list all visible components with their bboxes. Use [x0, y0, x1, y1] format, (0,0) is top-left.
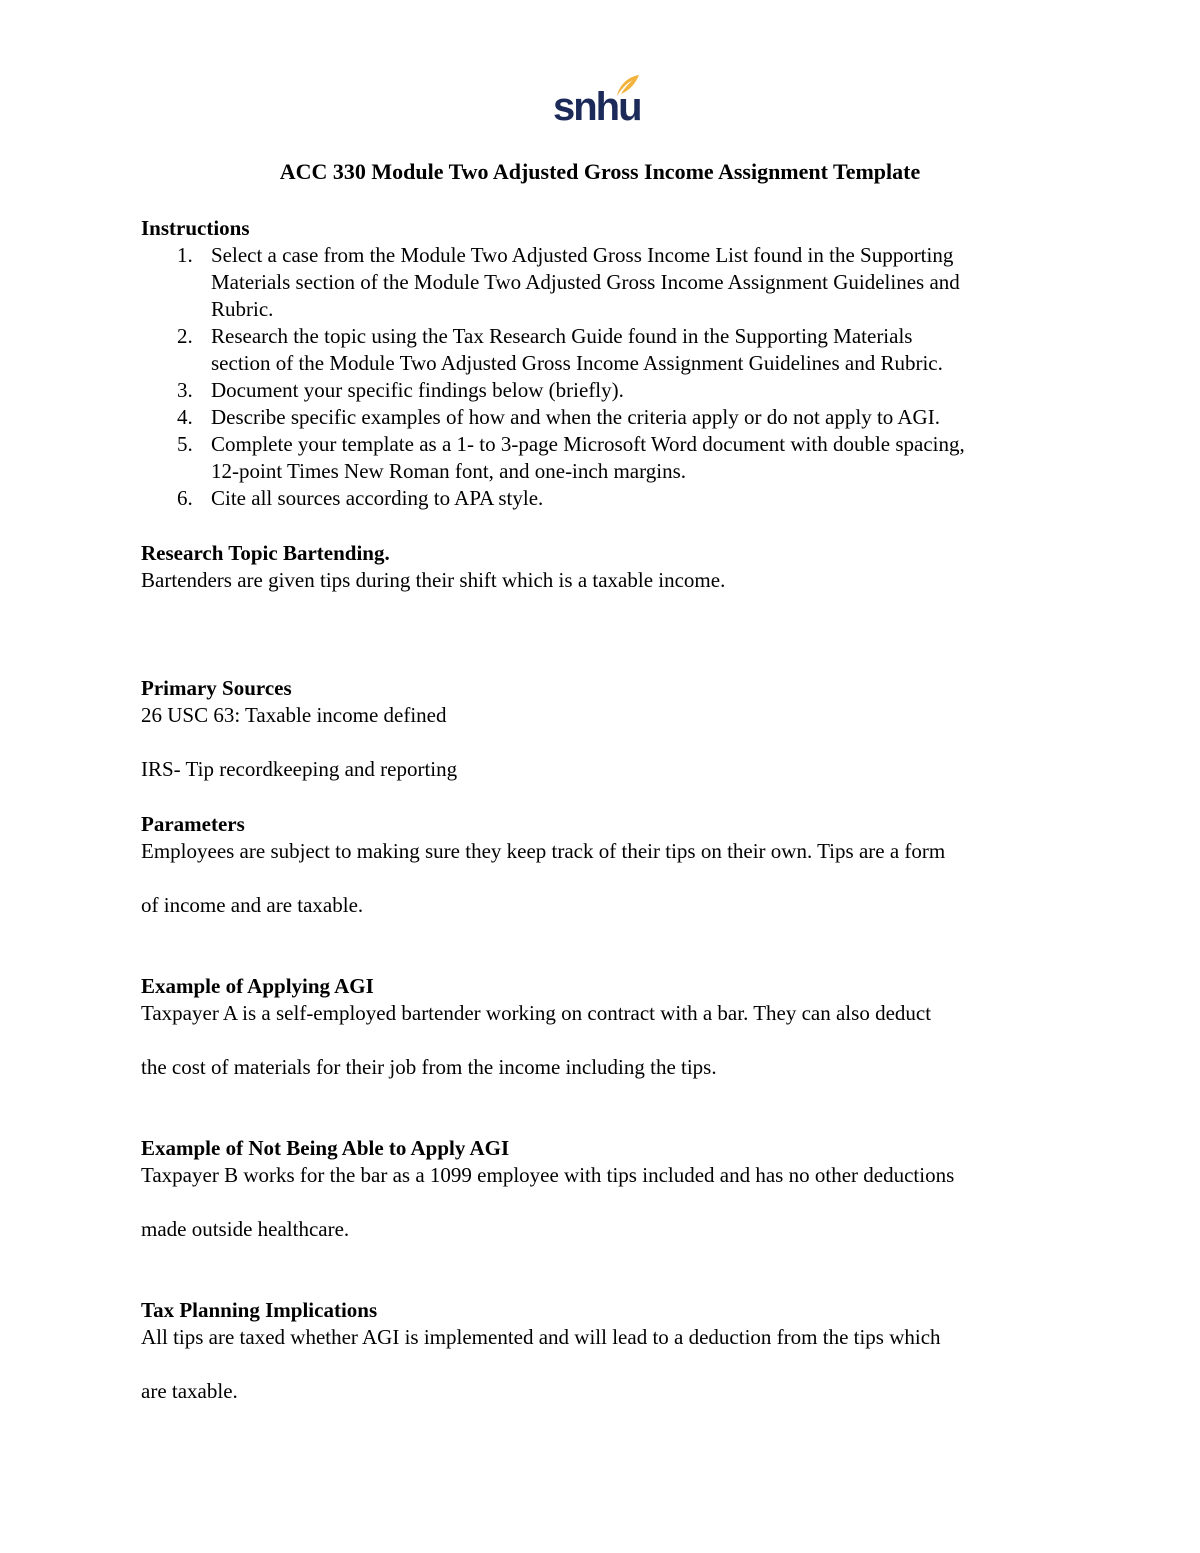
example-not-applying-line-1: Taxpayer B works for the bar as a 1099 employee with tips included and has no other deductions — [141, 1163, 955, 1187]
instruction-item — [141, 431, 965, 485]
tax-planning-line-1: All tips are taxed whether AGI is implemented and will lead to a deduction from the tips which — [141, 1325, 941, 1349]
instruction-line: Select a case from the Module Two Adjusted Gross Income List found in the Supporting — [211, 243, 954, 267]
example-not-applying-line-2: made outside healthcare. — [141, 1217, 350, 1241]
instruction-line: Cite all sources according to APA style. — [211, 486, 544, 510]
instruction-number: 4. — [177, 405, 193, 429]
instruction-line: Describe specific examples of how and when the criteria apply or do not apply to AGI. — [211, 405, 940, 429]
instruction-number: 6. — [177, 486, 193, 510]
instructions-heading: Instructions — [141, 216, 250, 240]
instruction-item — [141, 485, 965, 512]
instruction-line: 12-point Times New Roman font, and one-inch margins. — [211, 459, 686, 483]
tax-planning-line-2: are taxable. — [141, 1379, 238, 1403]
research-topic-heading: Research Topic Bartending. — [141, 541, 390, 565]
instruction-line: Rubric. — [211, 297, 274, 321]
example-applying-heading: Example of Applying AGI — [141, 974, 374, 998]
instruction-line: Complete your template as a 1- to 3-page Microsoft Word document with double spacing, — [211, 432, 965, 456]
primary-sources-heading: Primary Sources — [141, 676, 292, 700]
page-title: ACC 330 Module Two Adjusted Gross Income Assignment Template — [279, 159, 921, 184]
instruction-line: section of the Module Two Adjusted Gross Income Assignment Guidelines and Rubric. — [211, 351, 943, 375]
instruction-line: Research the topic using the Tax Research Guide found in the Supporting Materials — [211, 324, 913, 348]
instruction-number: 3. — [177, 378, 193, 402]
instruction-line: Document your specific findings below (briefly). — [211, 378, 624, 402]
logo-text: snhu — [553, 85, 641, 129]
tax-planning-heading: Tax Planning Implications — [141, 1298, 378, 1322]
example-not-applying-heading: Example of Not Being Able to Apply AGI — [141, 1136, 510, 1160]
primary-source-1: 26 USC 63: Taxable income defined — [141, 703, 447, 727]
parameters-heading: Parameters — [141, 812, 245, 836]
example-applying-line-2: the cost of materials for their job from the income including the tips. — [141, 1055, 717, 1079]
instruction-number: 5. — [177, 432, 193, 456]
primary-source-2: IRS- Tip recordkeeping and reporting — [141, 757, 458, 781]
instruction-number: 2. — [177, 324, 193, 348]
parameters-line-1: Employees are subject to making sure they keep track of their tips on their own. Tips are a form — [141, 839, 946, 863]
instruction-item — [141, 377, 965, 404]
instruction-item — [141, 404, 965, 431]
instruction-line: Materials section of the Module Two Adjusted Gross Income Assignment Guidelines and — [211, 270, 960, 294]
snhu-logo — [553, 74, 643, 134]
research-topic-body: Bartenders are given tips during their shift which is a taxable income. — [141, 568, 726, 592]
example-applying-line-1: Taxpayer A is a self-employed bartender working on contract with a bar. They can also deduct — [141, 1001, 932, 1025]
instruction-number: 1. — [177, 243, 193, 267]
parameters-line-2: of income and are taxable. — [141, 893, 364, 917]
instructions-list — [141, 242, 965, 512]
instruction-item — [141, 242, 965, 323]
instruction-item — [141, 323, 965, 377]
